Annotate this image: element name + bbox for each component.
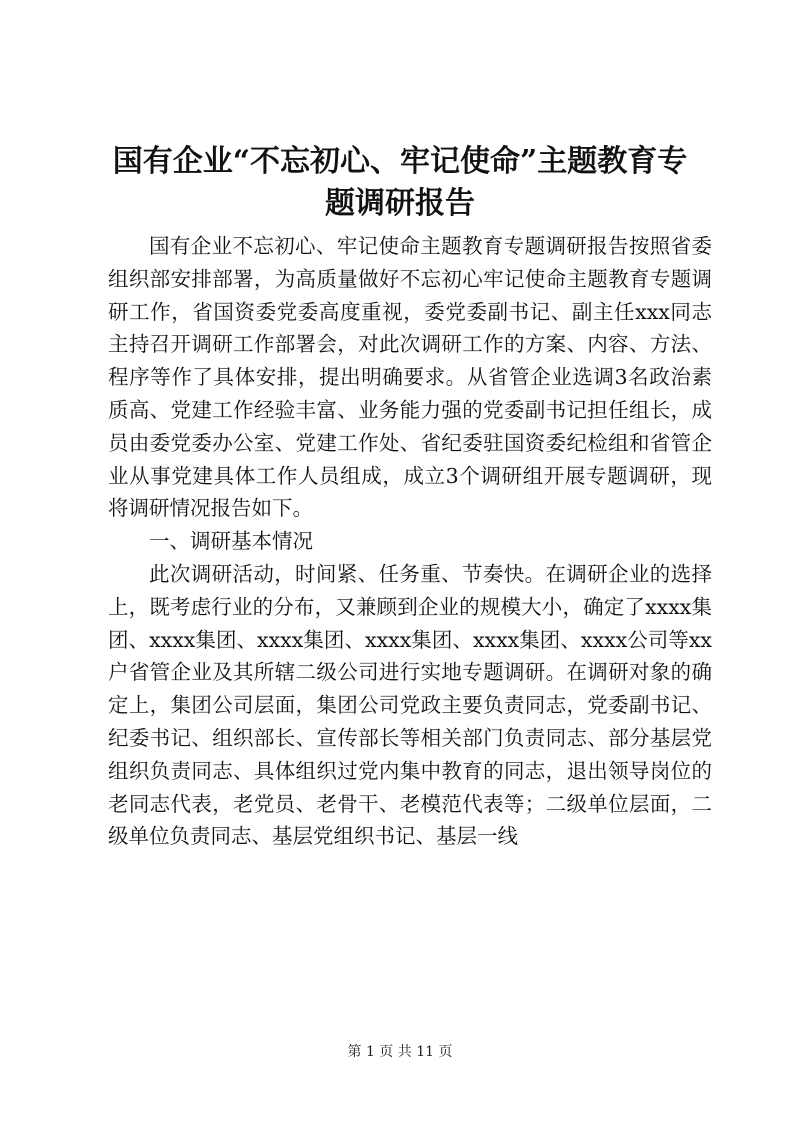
document-title-line-1: 国有企业“不忘初心、牢记使命”主题教育专 (112, 144, 688, 179)
section-heading-1: 一、调研基本情况 (149, 529, 313, 554)
page-number-footer: 第 1 页 共 11 页 (347, 1044, 453, 1060)
paragraph-section-1: 此次调研活动，时间紧、任务重、节奏快。在调研企业的选择上，既考虑行业的分布，又兼顾到企业的规模大小，确定了xxxx集团、xxxx集团、xxxx集团、xxxx集团、xxxx集团、xxxx公司等xx户省管企业及其所辖二级公司进行实地专题调研。在调研对象的确定上，集团公司层面，集团公司党政主要负责同志，党委副书记、纪委书记、组织部长、宣传部长等相关部门负责同志、部分基层党组织负责同志、具体组织过党内集中教育的同志，退出领导岗位的老同志代表，老党员、老骨干、老模范代表等；二级单位层面，二级单位负责同志、基层党组织书记、基层一线 (108, 561, 712, 849)
paragraph-intro: 国有企业不忘初心、牢记使命主题教育专题调研报告按照省委组织部安排部署，为高质量做好不忘初心牢记使命主题教育专题调研工作，省国资委党委高度重视，委党委副书记、副主任xxx同志主持召开调研工作部署会，对此次调研工作的方案、内容、方法、程序等作了具体安排，提出明确要求。从省管企业选调3名政治素质高、党建工作经验丰富、业务能力强的党委副书记担任组长，成员由委党委办公室、党建工作处、省纪委驻国资委纪检组和省管企业从事党建具体工作人员组成，成立3个调研组开展专题调研，现将调研情况报告如下。 (108, 234, 712, 521)
document-title-line-2: 题调研报告 (325, 186, 475, 221)
document-body (108, 230, 712, 853)
